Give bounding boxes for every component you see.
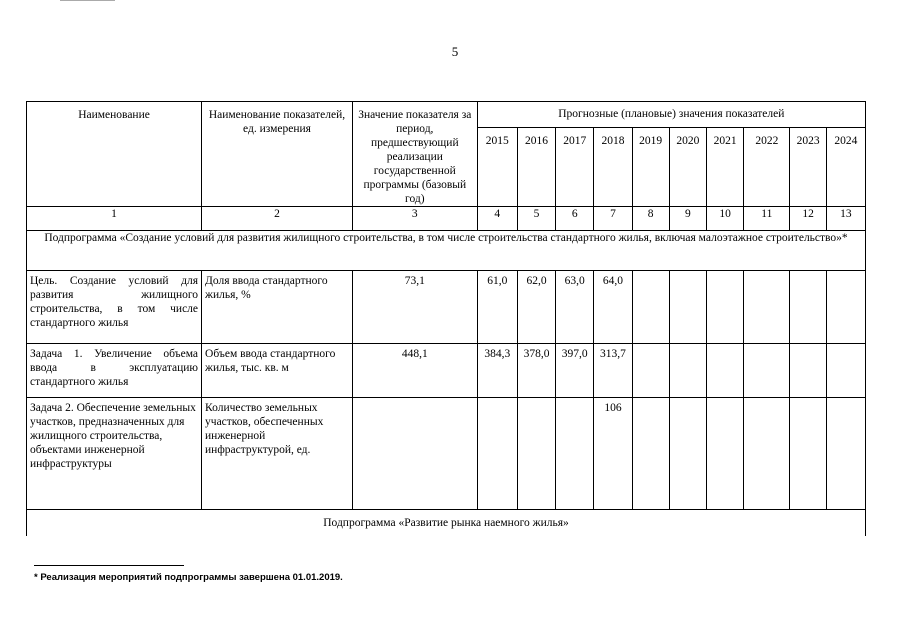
row-value: 106 (594, 398, 632, 510)
year-cell: 2016 (517, 127, 555, 206)
column-number: 1 (27, 207, 202, 231)
subprogram-row-2 (27, 510, 866, 537)
footnote-rule (34, 565, 184, 566)
row-value: 61,0 (477, 271, 517, 344)
footnote: * Реализация мероприятий подпрограммы завершена 01.01.2019. (34, 572, 343, 583)
row-name: Цель. Создание условий для развития жилищного строительства, в том числе стандартного жилья (27, 271, 202, 344)
column-number: 12 (790, 207, 826, 231)
row-value: 63,0 (556, 271, 594, 344)
row-value: 397,0 (556, 344, 594, 398)
row-value: 313,7 (594, 344, 632, 398)
row-value (790, 344, 826, 398)
row-value (669, 344, 706, 398)
row-value (556, 398, 594, 510)
row-value (790, 398, 826, 510)
row-value (744, 344, 790, 398)
year-cell: 2023 (790, 127, 826, 206)
column-number: 10 (706, 207, 743, 231)
row-value (477, 398, 517, 510)
indicators-table (26, 101, 866, 536)
row-value (826, 271, 865, 344)
row-value (826, 344, 865, 398)
year-cell: 2015 (477, 127, 517, 206)
page-number: 5 (451, 44, 459, 59)
top-rule (60, 0, 115, 1)
table-row (27, 344, 866, 398)
row-value (632, 398, 669, 510)
subprogram-row-1 (27, 231, 866, 271)
row-indicator: Количество земельных участков, обеспеченных инженерной инфраструктурой, ед. (202, 398, 353, 510)
row-value: 378,0 (517, 344, 555, 398)
subprogram-title: Подпрограмма «Развитие рынка наемного жилья» (27, 510, 866, 537)
header-base-value: Значение показателя за период, предшествующий реализации государственной программы (базовый год) (352, 102, 477, 207)
header-indicator: Наименование показателей, ед. измерения (202, 102, 353, 207)
row-base-value (352, 398, 477, 510)
year-cell: 2021 (706, 127, 743, 206)
row-value (744, 271, 790, 344)
row-value (826, 398, 865, 510)
header-name: Наименование (27, 102, 202, 207)
row-value (706, 344, 743, 398)
column-number: 8 (632, 207, 669, 231)
year-cell: 2019 (632, 127, 669, 206)
table-row (27, 271, 866, 344)
column-number: 13 (826, 207, 865, 231)
row-value: 62,0 (517, 271, 555, 344)
year-cell: 2020 (669, 127, 706, 206)
row-value: 64,0 (594, 271, 632, 344)
row-value (632, 344, 669, 398)
row-value (706, 271, 743, 344)
row-value (790, 271, 826, 344)
row-indicator: Объем ввода стандартного жилья, тыс. кв. м (202, 344, 353, 398)
table-row (27, 398, 866, 510)
year-cell: 2017 (556, 127, 594, 206)
header-forecast: Прогнозные (плановые) значения показателей (477, 102, 865, 128)
header-row-1 (27, 102, 866, 128)
row-indicator: Доля ввода стандартного жилья, % (202, 271, 353, 344)
column-number: 6 (556, 207, 594, 231)
row-name: Задача 1. Увеличение объема ввода в эксплуатацию стандартного жилья (27, 344, 202, 398)
row-value (669, 398, 706, 510)
column-number: 9 (669, 207, 706, 231)
row-name: Задача 2. Обеспечение земельных участков, предназначенных для жилищного строительства, объектами инженерной инфраструктуры (27, 398, 202, 510)
subprogram-title: Подпрограмма «Создание условий для развития жилищного строительства, в том числе строительства стандартного жилья, включая малоэтажное строительство»* (27, 231, 866, 271)
year-cell: 2022 (744, 127, 790, 206)
row-base-value: 448,1 (352, 344, 477, 398)
column-number: 11 (744, 207, 790, 231)
column-number: 3 (352, 207, 477, 231)
column-number: 5 (517, 207, 555, 231)
year-cell: 2024 (826, 127, 865, 206)
column-number-row (27, 207, 866, 231)
column-number: 2 (202, 207, 353, 231)
row-value (744, 398, 790, 510)
row-value: 384,3 (477, 344, 517, 398)
row-base-value: 73,1 (352, 271, 477, 344)
year-cell: 2018 (594, 127, 632, 206)
row-value (517, 398, 555, 510)
column-number: 7 (594, 207, 632, 231)
row-value (632, 271, 669, 344)
row-value (669, 271, 706, 344)
column-number: 4 (477, 207, 517, 231)
row-value (706, 398, 743, 510)
